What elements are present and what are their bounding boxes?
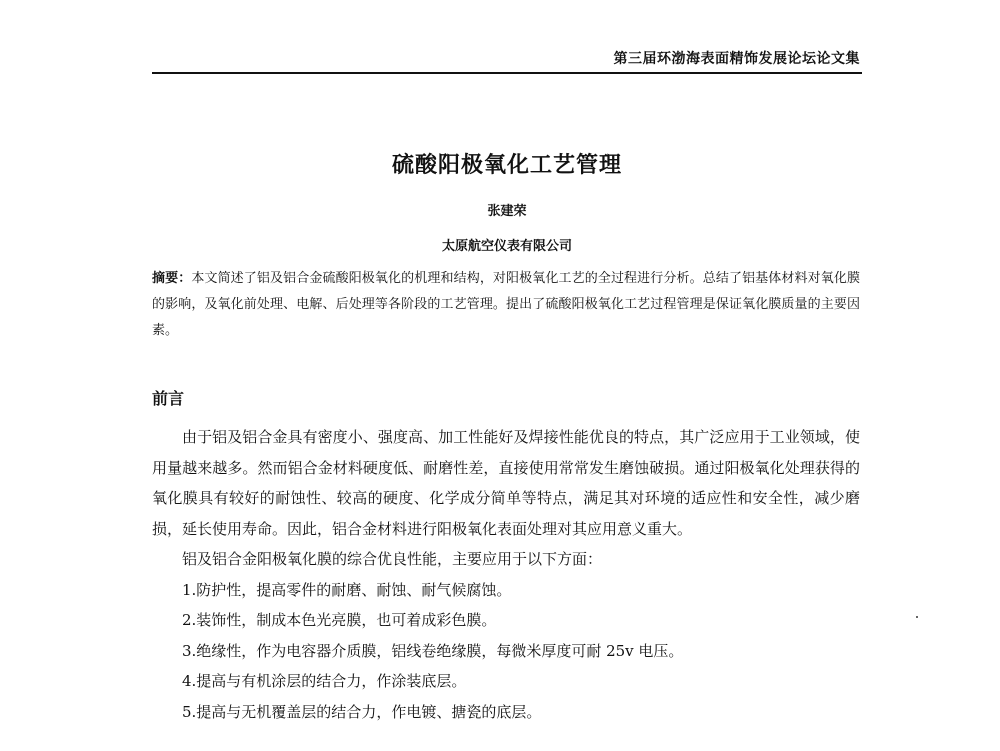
header-rule xyxy=(152,72,862,74)
list-item: 4.提高与有机涂层的结合力，作涂装底层。 xyxy=(182,672,467,690)
running-header: 第三届环渤海表面精饰发展论坛论文集 xyxy=(613,51,860,67)
paragraph-intro: 由于铝及铝合金具有密度小、强度高、加工性能好及焊接性能优良的特点，其广泛应用于工业领域，使用量越来越多。然而铝合金材料硬度低、耐磨性差，直接使用常常发生磨蚀破损。通过阳极氧化处理获得的氧化膜具有较好的耐蚀性、较高的硬度、化学成分简单等特点，满足其对环境的适应性和安全性，减少磨损，延长使用寿命。因此，铝合金材料进行阳极氧化表面处理对其应用意义重大。 xyxy=(152,428,860,538)
paper-title: 硫酸阳极氧化工艺管理 xyxy=(391,152,622,178)
section-heading-preface: 前言 xyxy=(152,389,185,408)
list-item: 5.提高与无机覆盖层的结合力，作电镀、搪瓷的底层。 xyxy=(182,702,542,721)
scan-speck xyxy=(916,616,918,618)
paper-author: 张建荣 xyxy=(487,204,527,219)
abstract-label: 摘要： xyxy=(152,271,192,286)
paragraph-applications: 铝及铝合金阳极氧化膜的综合优良性能，主要应用于以下方面： xyxy=(182,550,603,568)
list-item: 3.绝缘性，作为电容器介质膜，铝线卷绝缘膜，每微米厚度可耐 25v 电压。 xyxy=(182,641,684,660)
list-item: 2.装饰性，制成本色光亮膜，也可着成彩色膜。 xyxy=(182,611,497,629)
abstract-text: 本文简述了铝及铝合金硫酸阳极氧化的机理和结构，对阳极氧化工艺的全过程进行分析。总结了铝基体材料对氧化膜的影响，及氧化前处理、电解、后处理等各阶段的工艺管理。提出了硫酸阳极氧化工艺过程管理是保证氧化膜质量的主要因素。 xyxy=(152,271,860,338)
section-body xyxy=(152,422,860,727)
abstract xyxy=(152,266,860,344)
paper-affiliation: 太原航空仪表有限公司 xyxy=(441,239,572,254)
list-item: 1.防护性，提高零件的耐磨、耐蚀、耐气候腐蚀。 xyxy=(182,580,512,599)
